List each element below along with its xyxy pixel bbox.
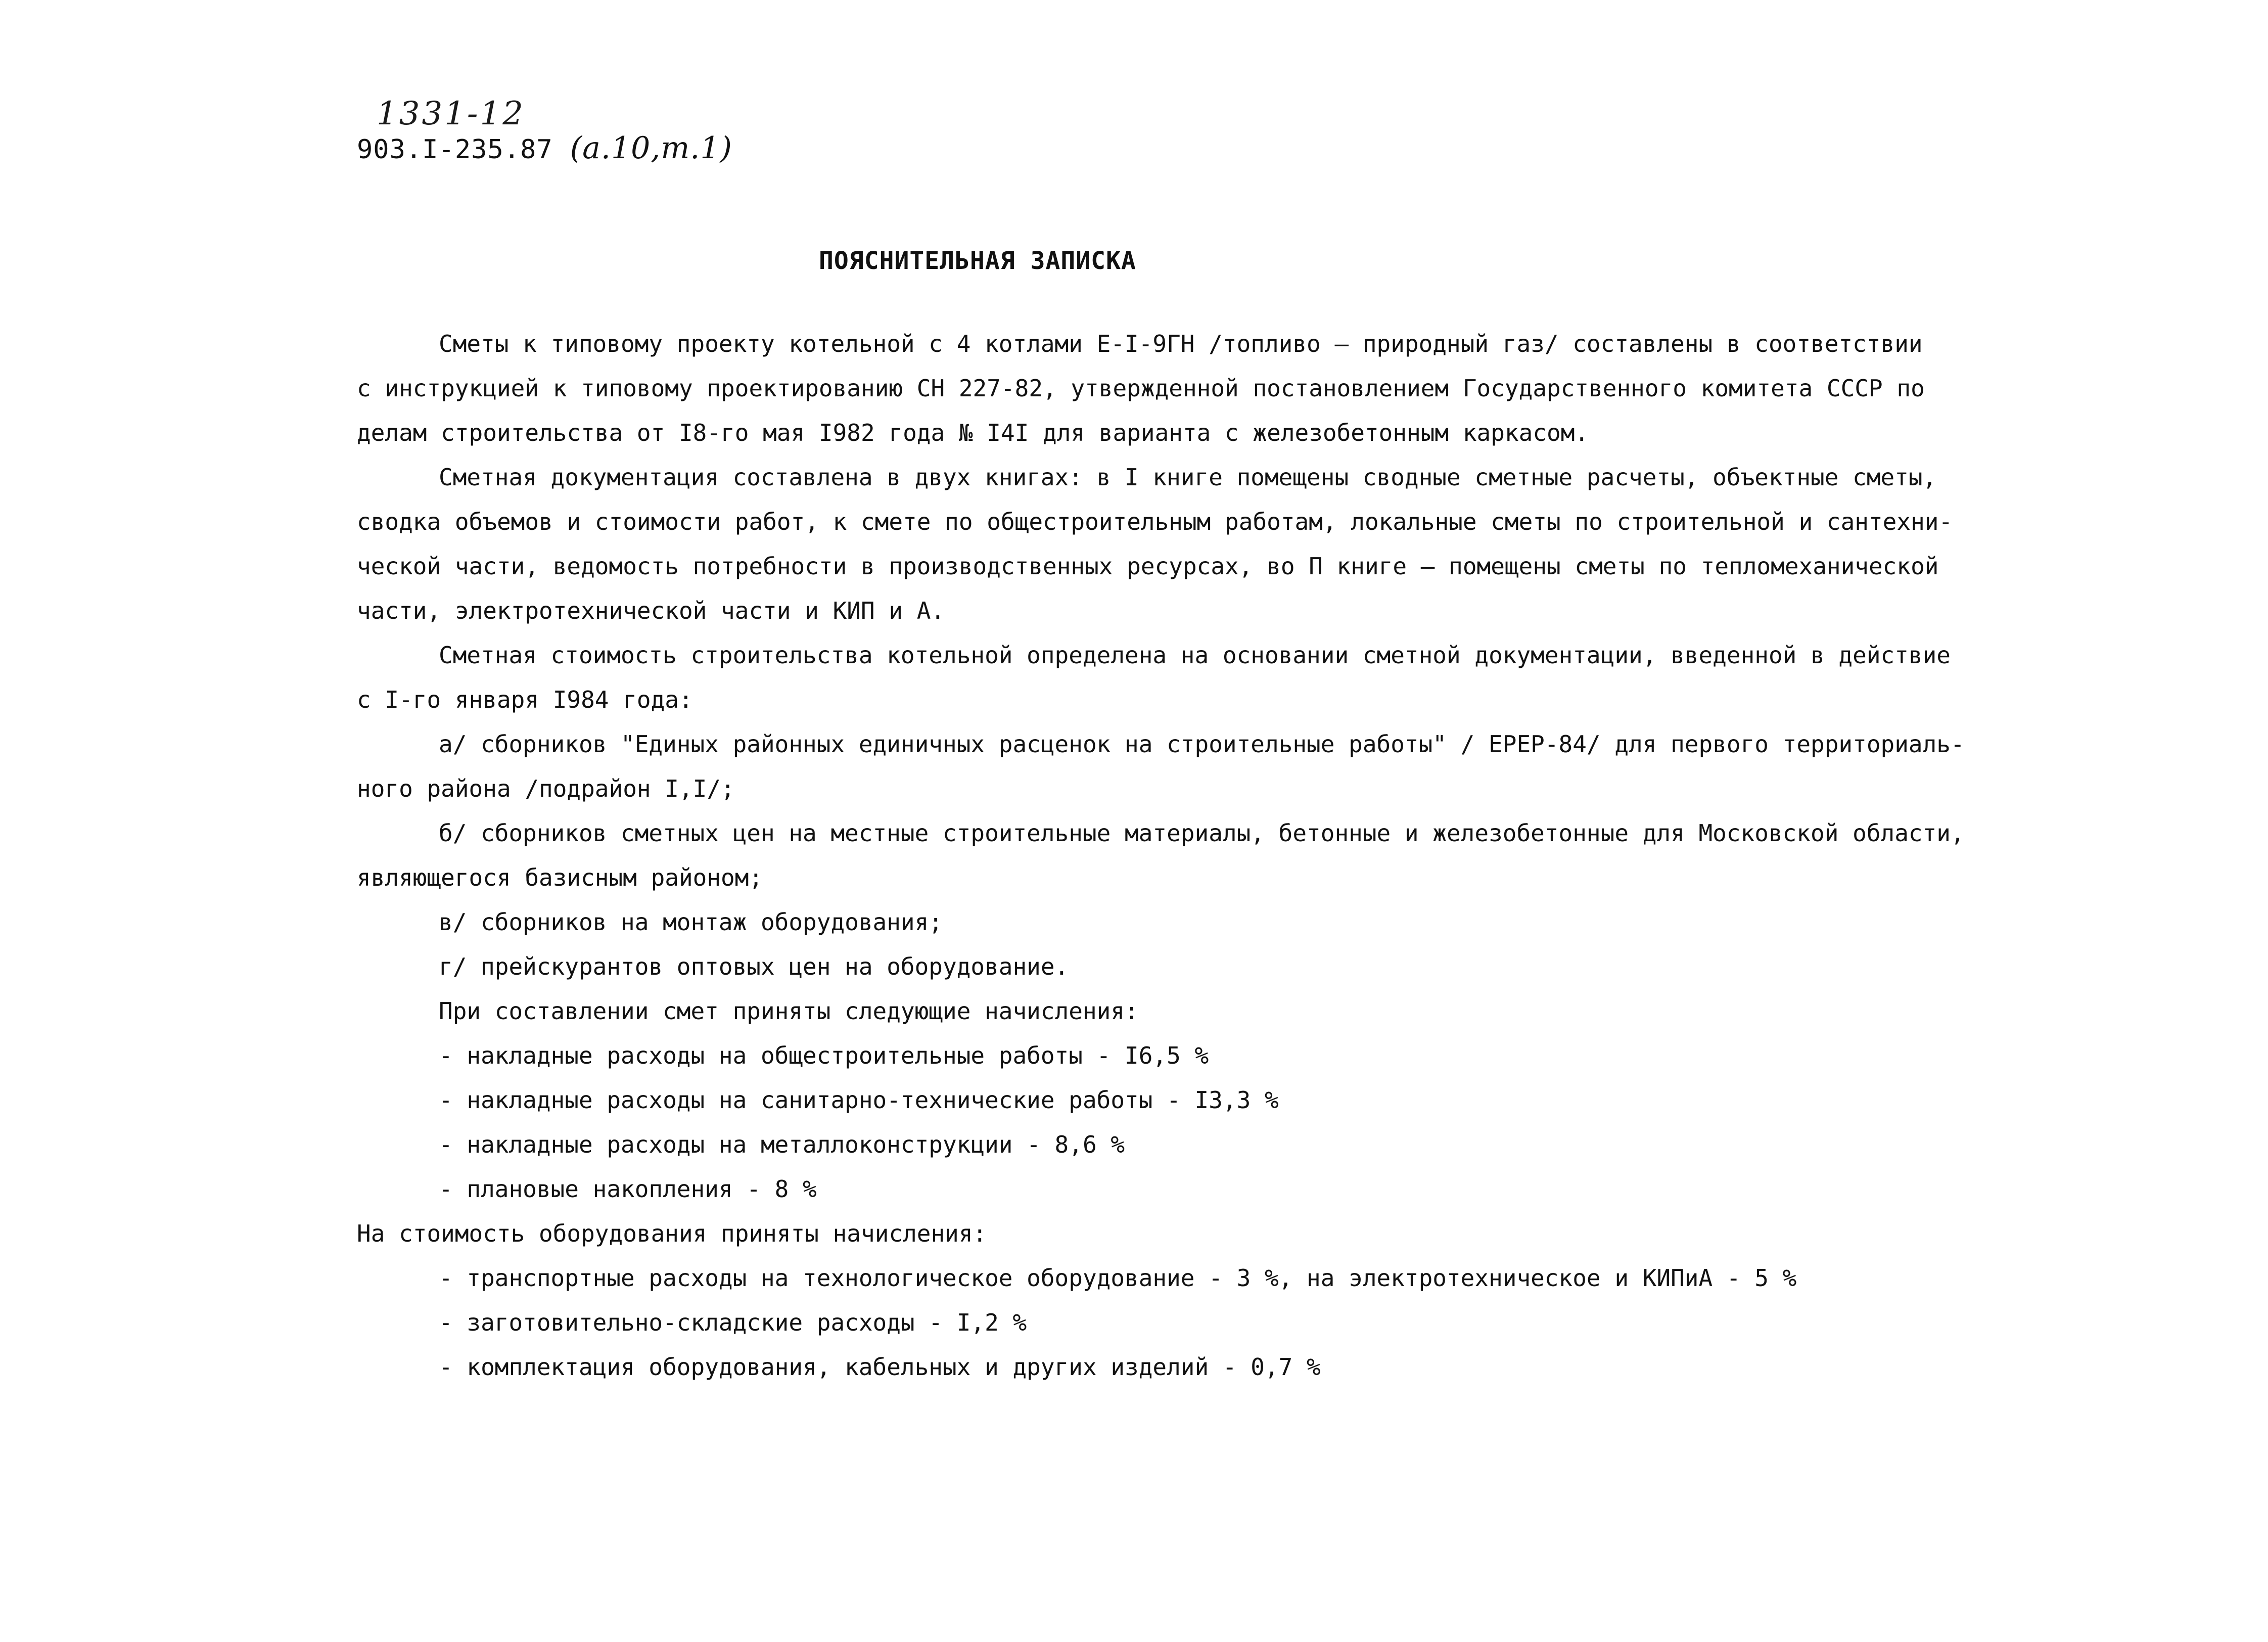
text-line: - накладные расходы на санитарно-технические работы - I3,3 %: [439, 1086, 1279, 1114]
text-line: являющегося базисным районом;: [357, 864, 763, 891]
text-line: делам строительства от I8-го мая I982 года № I4I для варианта с железобетонным каркасом.: [357, 419, 1589, 446]
text-line: с I-го января I984 года:: [357, 686, 693, 713]
text-line: с инструкцией к типовому проектированию СН 227-82, утвержденной постановлением Государственного комитета СССР по: [357, 375, 1925, 402]
text-line: - накладные расходы на металлоконструкции - 8,6 %: [439, 1131, 1125, 1158]
document-code: 903.I-235.87: [357, 134, 553, 165]
text-line: части, электротехнической части и КИП и А.: [357, 597, 945, 624]
text-line: а/ сборников "Единых районных единичных расценок на строительные работы" / ЕРЕР-84/ для первого территориаль-: [439, 731, 1965, 758]
text-line: сводка объемов и стоимости работ, к смете по общестроительным работам, локальные сметы по строительной и сантехни-: [357, 508, 1953, 535]
body-text: [357, 322, 1965, 1389]
text-line: г/ прейскурантов оптовых цен на оборудование.: [439, 953, 1069, 980]
text-line: - заготовительно-складские расходы - I,2 %: [439, 1309, 1027, 1336]
text-line: На стоимость оборудования приняты начисления:: [357, 1220, 987, 1247]
text-line: Сметная документация составлена в двух книгах: в I книге помещены сводные сметные расчеты, объектные сметы,: [439, 464, 1937, 491]
text-line: Сметы к типовому проекту котельной с 4 котлами Е-I-9ГН /топливо – природный газ/ составлены в соответствии: [439, 330, 1923, 357]
handwritten-number: 1331-12: [377, 95, 525, 132]
text-line: При составлении смет приняты следующие начисления:: [439, 997, 1139, 1025]
page-title: ПОЯСНИТЕЛЬНАЯ ЗАПИСКА: [819, 247, 1136, 275]
text-line: Сметная стоимость строительства котельной определена на основании сметной документации, введенной в действие: [439, 642, 1951, 669]
text-line: - комплектация оборудования, кабельных и других изделий - 0,7 %: [439, 1353, 1321, 1381]
text-line: - плановые накопления - 8 %: [439, 1175, 817, 1203]
text-line: - накладные расходы на общестроительные работы - I6,5 %: [439, 1042, 1209, 1069]
text-line: ного района /подрайон I,I/;: [357, 775, 735, 802]
text-line: - транспортные расходы на технологическое оборудование - 3 %, на электротехническое и КИПиА - 5 %: [439, 1264, 1797, 1292]
text-line: б/ сборников сметных цен на местные строительные материалы, бетонные и железобетонные для Московской области,: [439, 819, 1965, 847]
text-line: ческой части, ведомость потребности в производственных ресурсах, во П книге – помещены сметы по тепломеханической: [357, 553, 1939, 580]
document-code-line: [357, 130, 732, 166]
text-line: в/ сборников на монтаж оборудования;: [439, 908, 943, 936]
handwritten-note: (а.10,т.1): [570, 130, 732, 166]
